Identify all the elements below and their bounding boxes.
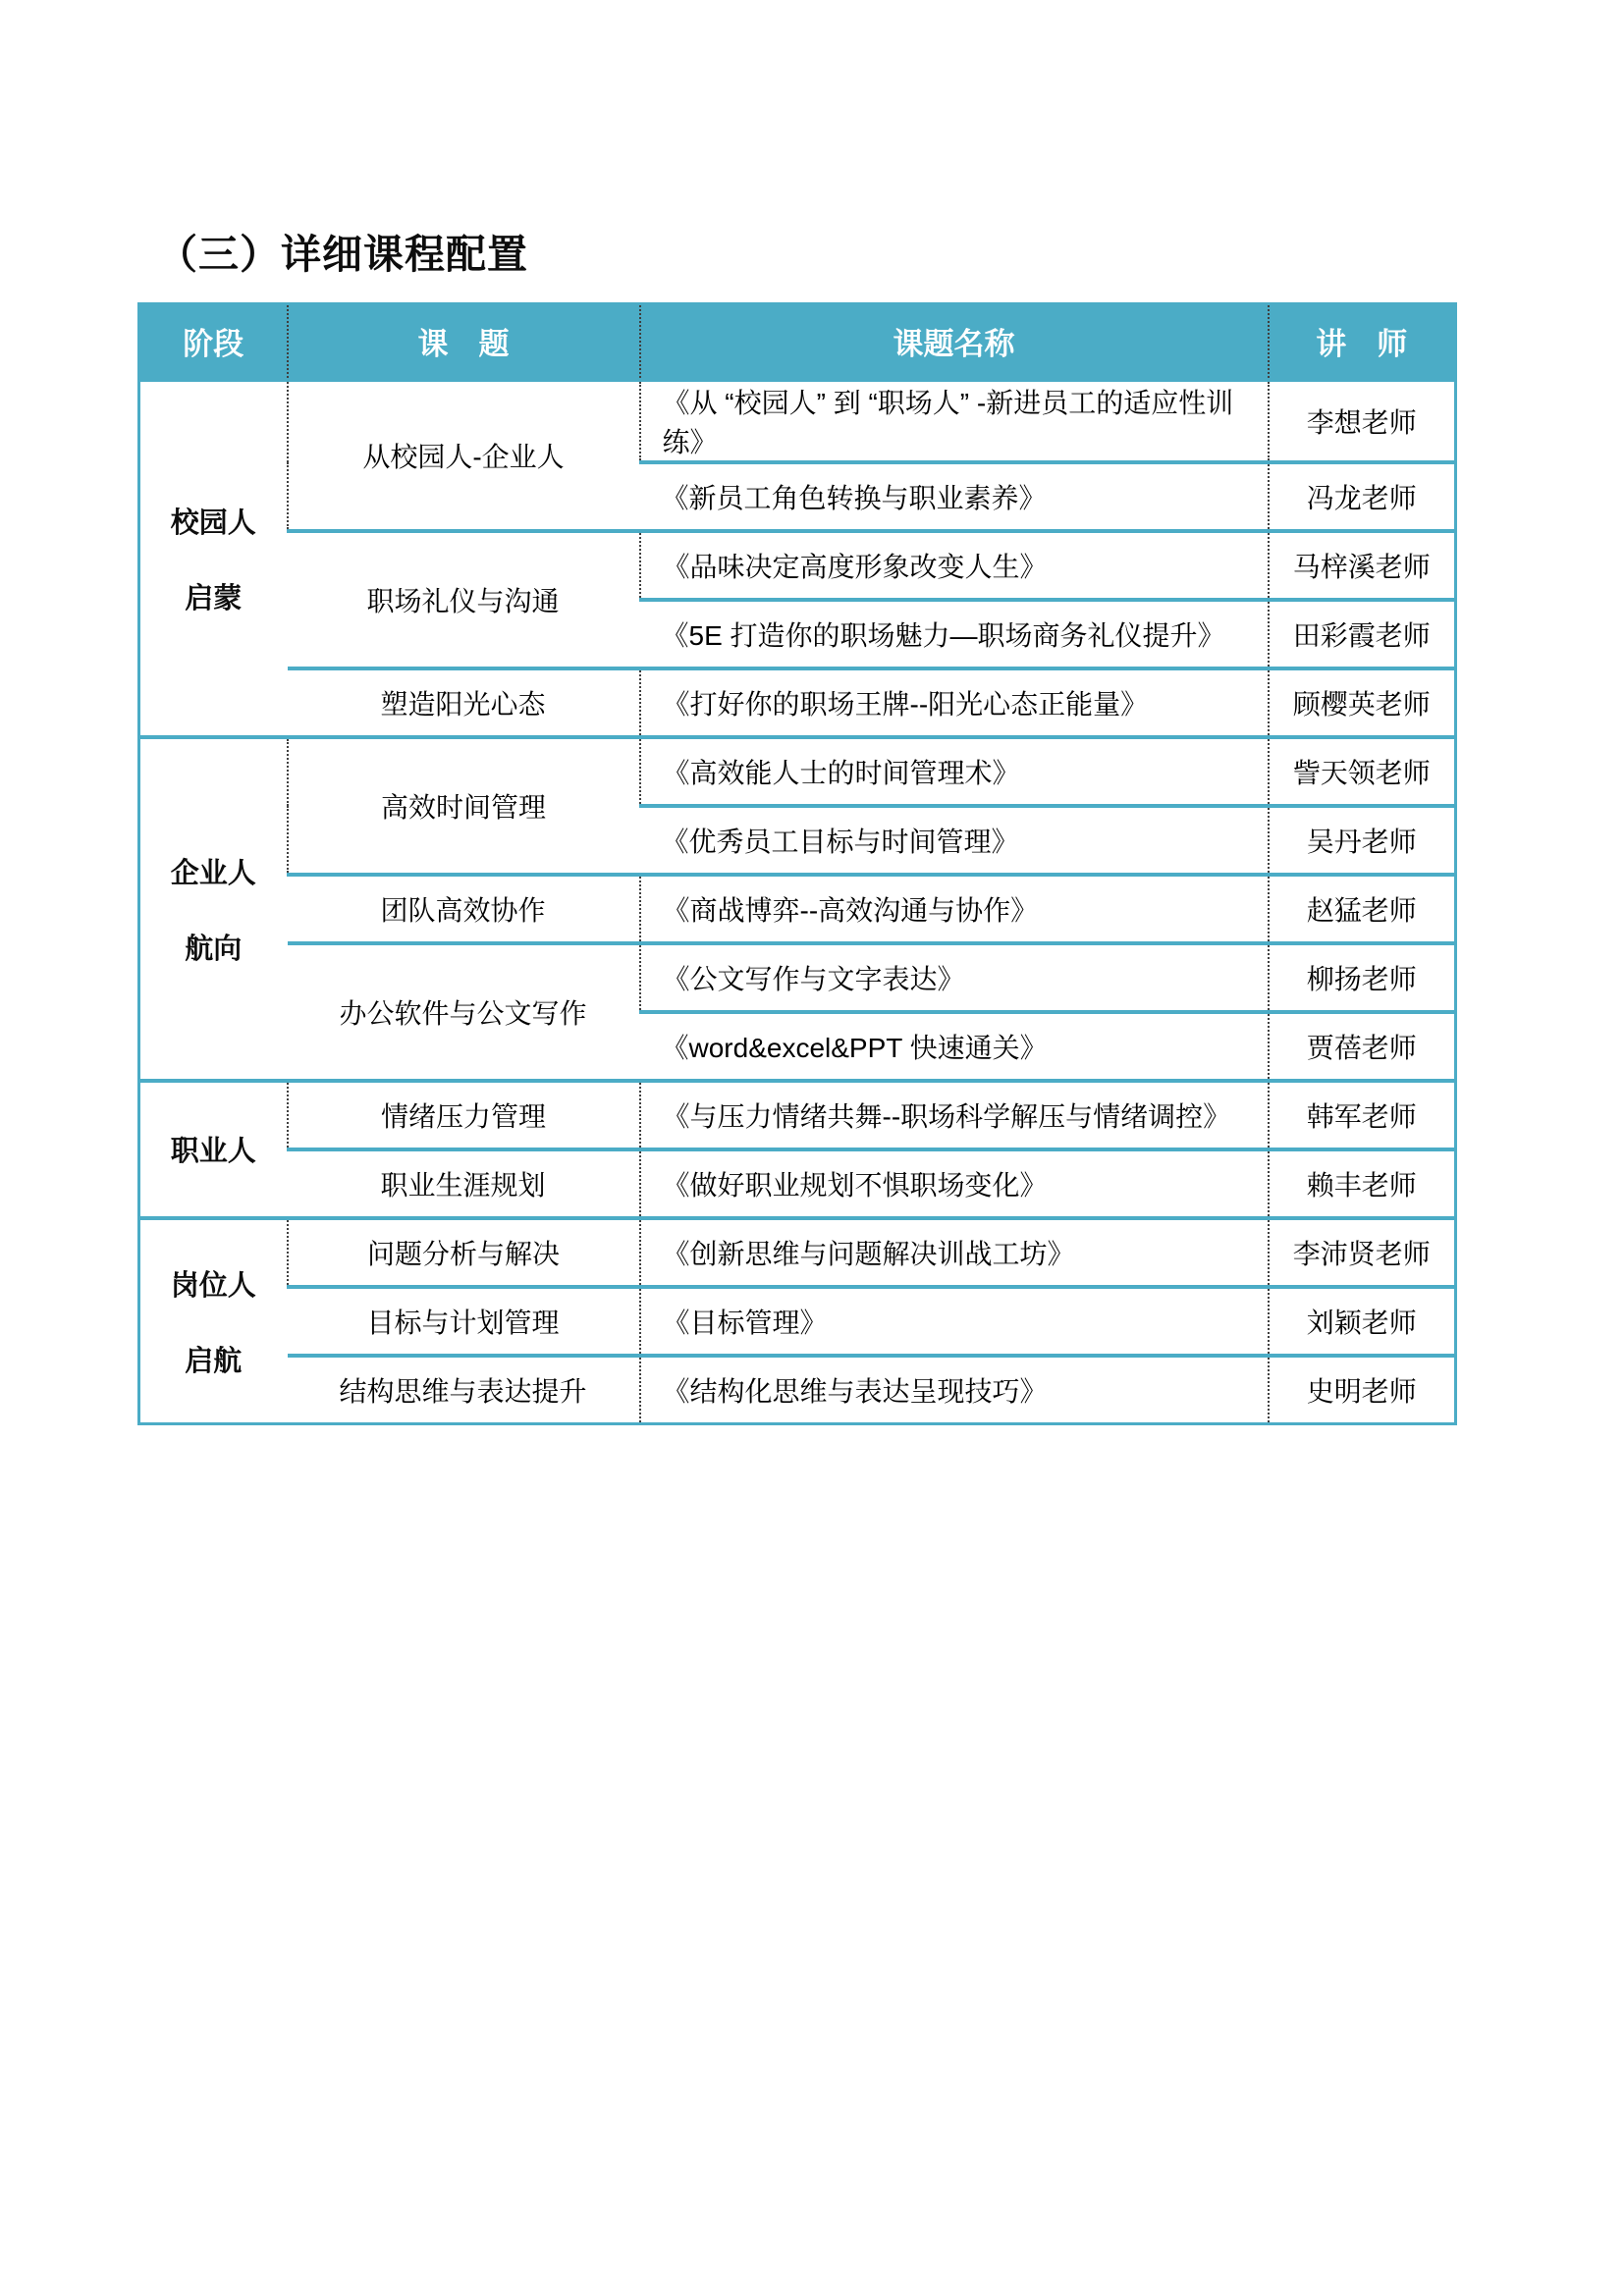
course-table-head xyxy=(139,304,1456,380)
topic-cell: 情绪压力管理 xyxy=(288,1081,640,1149)
stage-label-line: 职业人 xyxy=(170,1136,256,1167)
stage-label-line: 启航 xyxy=(185,1345,243,1377)
topic-cell: 团队高效协作 xyxy=(288,875,640,943)
course-name-cell: 《从 “校园人” 到 “职场人” -新进员工的适应性训练》 xyxy=(640,380,1269,462)
course-name-cell: 《word&excel&PPT 快速通关》 xyxy=(640,1012,1269,1081)
teacher-cell: 吴丹老师 xyxy=(1269,806,1456,875)
topic-cell: 高效时间管理 xyxy=(288,737,640,875)
stage-cell xyxy=(139,1218,288,1424)
stage-label-line: 企业人 xyxy=(170,857,256,889)
stage-cell xyxy=(139,737,288,1081)
course-name-cell: 《与压力情绪共舞--职场科学解压与情绪调控》 xyxy=(640,1081,1269,1149)
stage-label-line: 启蒙 xyxy=(185,582,243,614)
table-row xyxy=(139,531,1456,600)
topic-cell: 职业生涯规划 xyxy=(288,1149,640,1218)
teacher-cell: 韩军老师 xyxy=(1269,1081,1456,1149)
course-name-cell: 《打好你的职场王牌--阳光心态正能量》 xyxy=(640,668,1269,737)
topic-cell: 办公软件与公文写作 xyxy=(288,943,640,1081)
course-table-body xyxy=(139,380,1456,1424)
teacher-cell: 柳扬老师 xyxy=(1269,943,1456,1012)
course-name-cell: 《商战博弈--高效沟通与协作》 xyxy=(640,875,1269,943)
teacher-cell: 刘颖老师 xyxy=(1269,1287,1456,1356)
course-name-cell: 《5E 打造你的职场魅力—职场商务礼仪提升》 xyxy=(640,600,1269,668)
teacher-cell: 贾蓓老师 xyxy=(1269,1012,1456,1081)
topic-cell: 塑造阳光心态 xyxy=(288,668,640,737)
header-row xyxy=(139,304,1456,380)
stage-cell xyxy=(139,380,288,737)
table-row xyxy=(139,668,1456,737)
course-name-cell: 《结构化思维与表达呈现技巧》 xyxy=(640,1356,1269,1424)
header-stage: 阶段 xyxy=(139,304,288,380)
course-name-cell: 《公文写作与文字表达》 xyxy=(640,943,1269,1012)
course-name-cell: 《品味决定高度形象改变人生》 xyxy=(640,531,1269,600)
topic-cell: 从校园人-企业人 xyxy=(288,380,640,531)
teacher-cell: 李沛贤老师 xyxy=(1269,1218,1456,1287)
table-row xyxy=(139,1081,1456,1149)
header-course-name: 课题名称 xyxy=(640,304,1269,380)
course-name-cell: 《目标管理》 xyxy=(640,1287,1269,1356)
course-name-cell: 《高效能人士的时间管理术》 xyxy=(640,737,1269,806)
topic-cell: 职场礼仪与沟通 xyxy=(288,531,640,668)
table-row xyxy=(139,943,1456,1012)
topic-cell: 结构思维与表达提升 xyxy=(288,1356,640,1424)
course-name-cell: 《优秀员工目标与时间管理》 xyxy=(640,806,1269,875)
teacher-cell: 冯龙老师 xyxy=(1269,462,1456,531)
table-row xyxy=(139,737,1456,806)
teacher-cell: 史明老师 xyxy=(1269,1356,1456,1424)
table-row xyxy=(139,380,1456,462)
teacher-cell: 赵猛老师 xyxy=(1269,875,1456,943)
stage-cell xyxy=(139,1081,288,1218)
table-row xyxy=(139,1218,1456,1287)
page-title: （三）详细课程配置 xyxy=(157,232,528,277)
header-teacher: 讲 师 xyxy=(1269,304,1456,380)
course-name-cell: 《创新思维与问题解决训战工坊》 xyxy=(640,1218,1269,1287)
stage-label-line: 航向 xyxy=(185,933,243,965)
teacher-cell: 李想老师 xyxy=(1269,380,1456,462)
topic-cell: 问题分析与解决 xyxy=(288,1218,640,1287)
table-row xyxy=(139,875,1456,943)
table-row xyxy=(139,1356,1456,1424)
table-row xyxy=(139,1149,1456,1218)
course-name-cell: 《做好职业规划不惧职场变化》 xyxy=(640,1149,1269,1218)
stage-label-line: 岗位人 xyxy=(170,1269,256,1302)
stage-label-line: 校园人 xyxy=(170,507,256,539)
teacher-cell: 顾樱英老师 xyxy=(1269,668,1456,737)
teacher-cell: 田彩霞老师 xyxy=(1269,600,1456,668)
course-name-cell: 《新员工角色转换与职业素养》 xyxy=(640,462,1269,531)
teacher-cell: 赖丰老师 xyxy=(1269,1149,1456,1218)
teacher-cell: 马梓溪老师 xyxy=(1269,531,1456,600)
table-row xyxy=(139,1287,1456,1356)
teacher-cell: 訾天领老师 xyxy=(1269,737,1456,806)
course-table xyxy=(137,302,1457,1425)
header-topic: 课 题 xyxy=(288,304,640,380)
topic-cell: 目标与计划管理 xyxy=(288,1287,640,1356)
